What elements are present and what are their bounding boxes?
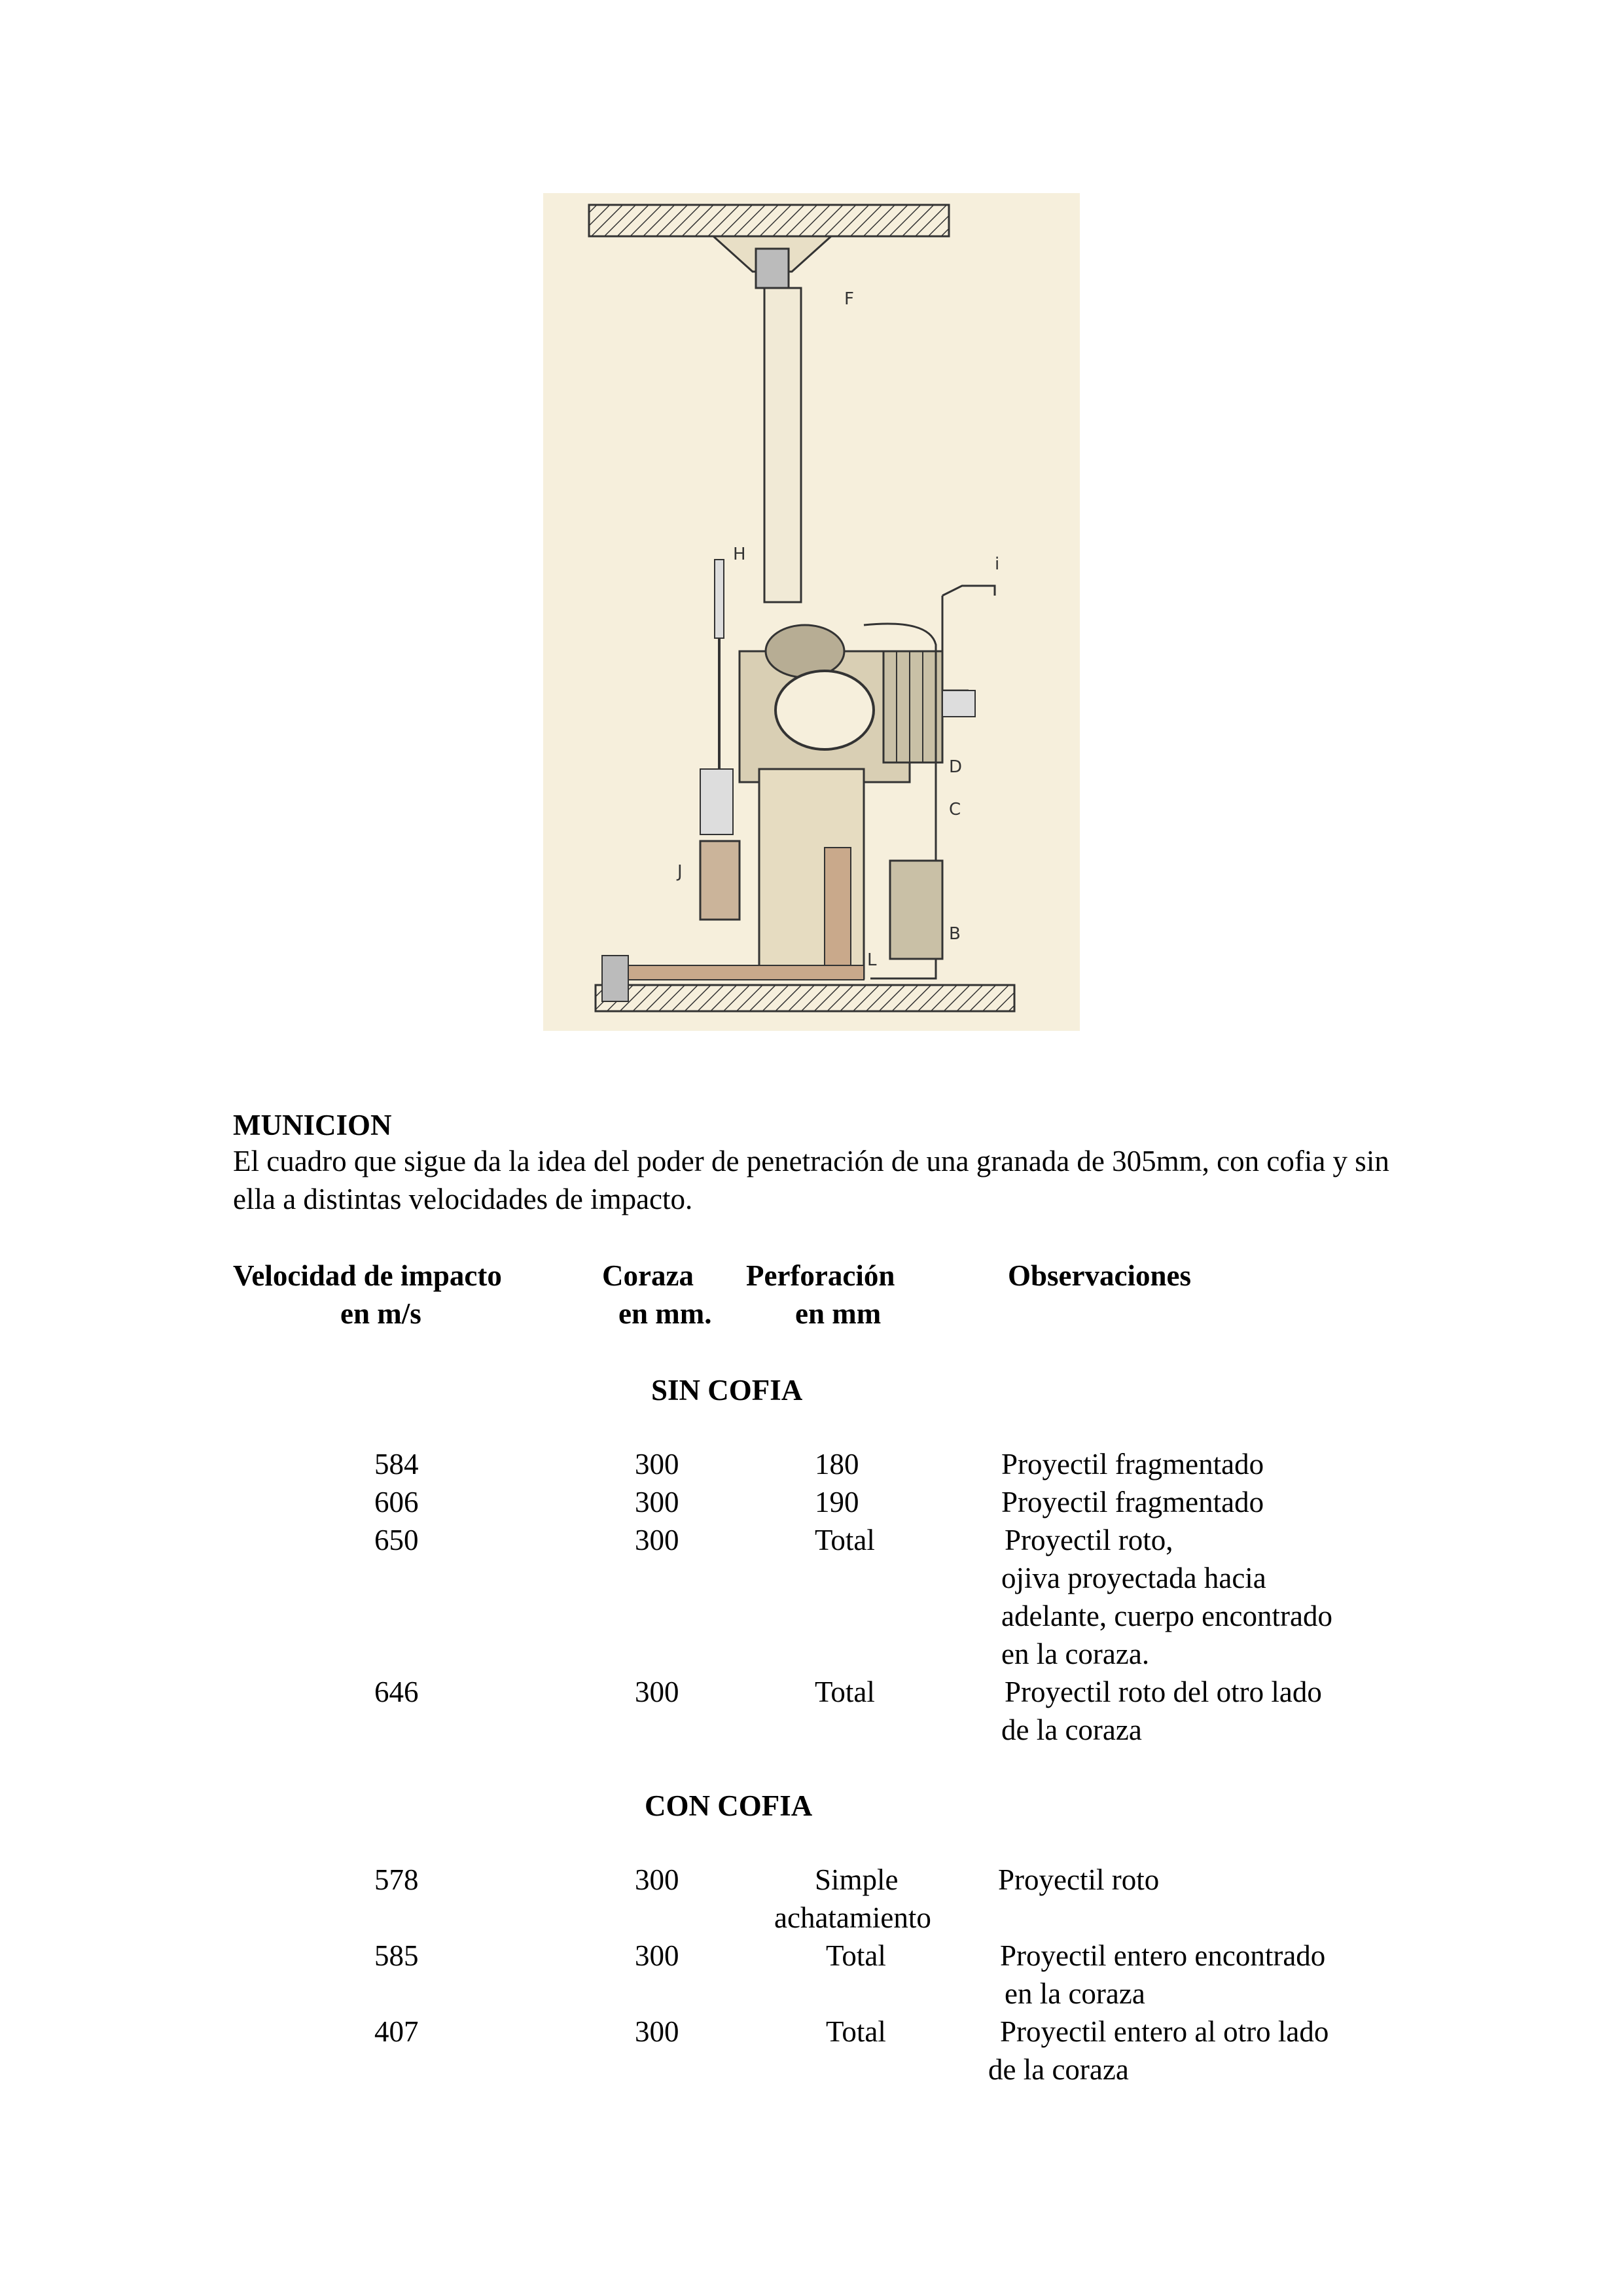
row-coraza: 300 bbox=[635, 1524, 679, 1556]
group-title-con-cofia: CON COFIA bbox=[645, 1789, 813, 1822]
row-perforacion: 190 bbox=[815, 1486, 859, 1518]
row-perforacion-cont: achatamiento bbox=[774, 1901, 931, 1934]
floor-rod bbox=[609, 965, 864, 980]
row-velocidad: 646 bbox=[374, 1676, 419, 1708]
row-perforacion: Total bbox=[815, 1676, 875, 1708]
row-observacion-cont: en la coraza. bbox=[1001, 1638, 1150, 1670]
figure-label-f: F bbox=[844, 289, 854, 309]
row-observacion: Proyectil roto bbox=[998, 1863, 1160, 1896]
row-velocidad: 584 bbox=[374, 1448, 419, 1480]
row-observacion-cont: ojiva proyectada hacia bbox=[1001, 1562, 1266, 1594]
header-velocidad-line2: en m/s bbox=[340, 1297, 421, 1330]
figure-label-c: C bbox=[949, 800, 961, 819]
row-perforacion: Total bbox=[826, 1939, 886, 1972]
row-observacion-cont: de la coraza bbox=[1001, 1713, 1142, 1746]
section-paragraph: El cuadro que sigue da la idea del poder de penetración de una granada de 305mm, con cofia y sin ella a distintas velocidades de impacto. bbox=[233, 1145, 1389, 1215]
row-coraza: 300 bbox=[635, 1939, 679, 1972]
section-heading: MUNICION bbox=[233, 1109, 392, 1141]
row-perforacion: Total bbox=[815, 1524, 875, 1556]
figure-label-l: L bbox=[867, 950, 877, 970]
header-coraza-line2: en mm. bbox=[618, 1297, 712, 1330]
column bbox=[764, 288, 801, 602]
row-coraza: 300 bbox=[635, 1486, 679, 1518]
header-coraza-line1: Coraza bbox=[602, 1259, 694, 1292]
row-observacion: Proyectil fragmentado bbox=[1001, 1448, 1264, 1480]
row-perforacion: Simple bbox=[815, 1863, 899, 1896]
row-observacion: Proyectil fragmentado bbox=[1001, 1486, 1264, 1518]
row-observacion-cont: en la coraza bbox=[1005, 1977, 1145, 2010]
figure-label-j: J bbox=[677, 862, 683, 882]
header-perforacion-line1: Perforación bbox=[746, 1259, 895, 1292]
row-perforacion: 180 bbox=[815, 1448, 859, 1480]
bracket-block bbox=[756, 249, 789, 288]
row-coraza: 300 bbox=[635, 1448, 679, 1480]
row-observacion: Proyectil entero al otro lado bbox=[1000, 2015, 1329, 2048]
ceiling-hatched bbox=[589, 205, 949, 236]
header-velocidad-line1: Velocidad de impacto bbox=[233, 1259, 502, 1292]
row-observacion: Proyectil roto del otro lado bbox=[1005, 1676, 1322, 1708]
row-velocidad: 650 bbox=[374, 1524, 419, 1556]
figure-label-h: H bbox=[733, 545, 746, 564]
floor-hatched bbox=[596, 985, 1014, 1011]
row-velocidad: 578 bbox=[374, 1863, 419, 1896]
group-title-sin-cofia: SIN COFIA bbox=[651, 1374, 803, 1407]
header-observaciones: Observaciones bbox=[1008, 1259, 1191, 1292]
row-coraza: 300 bbox=[635, 1863, 679, 1896]
row-velocidad: 585 bbox=[374, 1939, 419, 1972]
figure-label-i: i bbox=[995, 554, 1000, 574]
header-perforacion-line2: en mm bbox=[795, 1297, 882, 1330]
row-observacion: Proyectil entero encontrado bbox=[1000, 1939, 1326, 1972]
row-observacion: Proyectil roto, bbox=[1005, 1524, 1173, 1556]
lever-h bbox=[715, 560, 724, 638]
row-observacion-cont: adelante, cuerpo encontrado bbox=[1001, 1600, 1332, 1632]
figure-label-b: B bbox=[949, 924, 961, 944]
crank-i bbox=[942, 586, 995, 691]
part-j bbox=[700, 841, 740, 920]
row-coraza: 300 bbox=[635, 1676, 679, 1708]
figure-label-d: D bbox=[949, 757, 963, 777]
gear-d bbox=[883, 651, 942, 762]
row-velocidad: 407 bbox=[374, 2015, 419, 2048]
row-perforacion: Total bbox=[826, 2015, 886, 2048]
gear-b bbox=[890, 861, 942, 959]
gear-central bbox=[776, 671, 874, 749]
row-observacion-cont: de la coraza bbox=[988, 2053, 1129, 2086]
row-velocidad: 606 bbox=[374, 1486, 419, 1518]
row-coraza: 300 bbox=[635, 2015, 679, 2048]
mechanism-illustration bbox=[543, 193, 1080, 1031]
